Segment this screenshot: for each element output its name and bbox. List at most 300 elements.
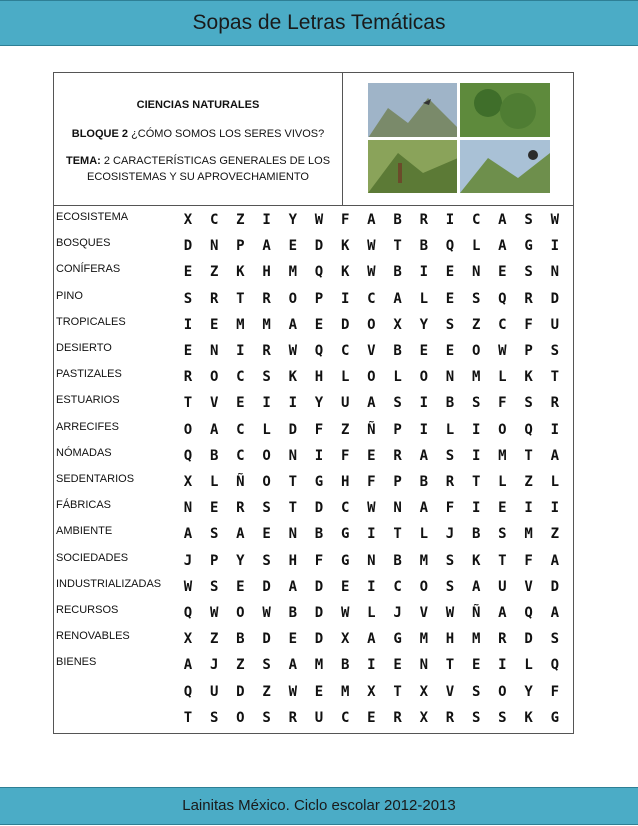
grid-letter[interactable]: Z [209, 264, 219, 281]
grid-letter[interactable]: D [314, 500, 324, 517]
grid-letter[interactable]: O [471, 343, 481, 359]
grid-letter[interactable]: I [419, 395, 429, 412]
grid-letter[interactable]: H [445, 631, 455, 648]
grid-letter[interactable]: A [209, 421, 219, 438]
grid-letter[interactable]: R [393, 447, 402, 464]
grid-letter[interactable]: I [550, 238, 560, 255]
grid-letter[interactable]: S [471, 683, 481, 700]
grid-letter[interactable]: N [445, 369, 455, 386]
grid-letter[interactable]: E [498, 500, 507, 517]
grid-letter[interactable]: K [340, 264, 350, 281]
grid-letter[interactable]: Z [236, 212, 245, 228]
grid-letter[interactable]: E [314, 683, 324, 700]
grid-letter[interactable]: C [236, 447, 245, 464]
grid-letter[interactable]: D [314, 631, 324, 648]
grid-letter[interactable]: W [262, 605, 271, 621]
grid-letter[interactable]: D [236, 683, 245, 700]
grid-letter[interactable]: M [471, 631, 481, 648]
grid-letter[interactable]: A [288, 316, 298, 333]
grid-letter[interactable]: W [340, 605, 350, 621]
grid-letter[interactable]: G [524, 238, 533, 255]
grid-letter[interactable]: S [262, 500, 271, 517]
grid-letter[interactable]: D [314, 605, 324, 621]
grid-letter[interactable]: R [445, 474, 455, 490]
grid-letter[interactable]: P [393, 474, 402, 490]
grid-letter[interactable]: I [498, 657, 507, 674]
grid-letter[interactable]: Q [445, 238, 455, 255]
grid-letter[interactable]: S [445, 316, 455, 333]
grid-letter[interactable]: C [471, 212, 481, 228]
grid-letter[interactable]: A [262, 238, 271, 255]
grid-letter[interactable]: S [524, 264, 533, 281]
grid-letter[interactable]: Z [209, 631, 219, 648]
grid-letter[interactable]: E [367, 709, 376, 726]
grid-letter[interactable]: Y [236, 552, 245, 569]
grid-letter[interactable]: W [550, 212, 560, 228]
grid-letter[interactable]: X [419, 683, 429, 700]
grid-letter[interactable]: F [314, 552, 324, 569]
grid-letter[interactable]: A [498, 212, 507, 228]
grid-letter[interactable]: U [550, 316, 560, 333]
grid-letter[interactable]: O [262, 474, 271, 490]
grid-letter[interactable]: N [288, 447, 298, 464]
grid-letter[interactable]: N [393, 500, 402, 517]
grid-letter[interactable]: D [262, 578, 271, 595]
grid-letter[interactable]: E [288, 238, 298, 255]
grid-letter[interactable]: E [419, 343, 429, 359]
grid-letter[interactable]: S [183, 290, 193, 307]
grid-letter[interactable]: A [288, 578, 298, 595]
grid-letter[interactable]: V [524, 578, 533, 595]
grid-letter[interactable]: A [550, 605, 560, 621]
grid-letter[interactable]: F [340, 447, 350, 464]
grid-letter[interactable]: E [393, 657, 402, 674]
grid-letter[interactable]: E [183, 264, 193, 281]
grid-letter[interactable]: E [471, 657, 481, 674]
grid-letter[interactable]: T [183, 395, 193, 412]
grid-letter[interactable]: E [445, 343, 455, 359]
grid-letter[interactable]: L [262, 421, 271, 438]
grid-letter[interactable]: O [183, 421, 193, 438]
grid-letter[interactable]: K [524, 709, 533, 726]
grid-letter[interactable]: A [367, 631, 376, 648]
grid-letter[interactable]: S [471, 395, 481, 412]
grid-letter[interactable]: Z [550, 526, 560, 543]
grid-letter[interactable]: Z [471, 316, 481, 333]
grid-letter[interactable]: V [367, 343, 376, 359]
grid-letter[interactable]: T [393, 526, 402, 543]
grid-letter[interactable]: Z [340, 421, 350, 438]
grid-letter[interactable]: B [236, 631, 245, 648]
grid-letter[interactable]: A [550, 552, 560, 569]
grid-letter[interactable]: Q [183, 683, 193, 700]
grid-letter[interactable]: N [550, 264, 560, 281]
grid-letter[interactable]: C [209, 212, 219, 228]
grid-letter[interactable]: V [209, 395, 219, 412]
grid-letter[interactable]: A [419, 500, 429, 517]
grid-letter[interactable]: A [471, 578, 481, 595]
grid-letter[interactable]: P [524, 343, 533, 359]
grid-letter[interactable]: B [393, 264, 402, 281]
grid-letter[interactable]: W [367, 500, 376, 517]
grid-letter[interactable]: T [471, 474, 481, 490]
grid-letter[interactable]: H [340, 474, 350, 490]
grid-letter[interactable]: R [498, 631, 507, 648]
grid-letter[interactable]: H [314, 369, 324, 386]
grid-letter[interactable]: I [471, 447, 481, 464]
grid-letter[interactable]: I [262, 212, 271, 228]
grid-letter[interactable]: W [209, 605, 219, 621]
grid-letter[interactable]: E [367, 447, 376, 464]
grid-letter[interactable]: R [183, 369, 193, 386]
grid-letter[interactable]: K [471, 552, 481, 569]
grid-letter[interactable]: D [340, 316, 350, 333]
grid-letter[interactable]: I [367, 578, 376, 595]
grid-letter[interactable]: A [288, 657, 298, 674]
grid-letter[interactable]: L [340, 369, 350, 386]
grid-letter[interactable]: E [314, 316, 324, 333]
grid-letter[interactable]: F [498, 395, 507, 412]
grid-letter[interactable]: L [498, 474, 507, 490]
grid-letter[interactable]: R [550, 395, 560, 412]
grid-letter[interactable]: N [288, 526, 298, 543]
grid-letter[interactable]: T [183, 709, 193, 726]
grid-letter[interactable]: I [183, 316, 193, 333]
grid-letter[interactable]: U [498, 578, 507, 595]
grid-letter[interactable]: C [340, 343, 350, 359]
grid-letter[interactable]: A [393, 290, 402, 307]
grid-letter[interactable]: S [550, 343, 560, 359]
grid-letter[interactable]: V [419, 605, 429, 621]
grid-letter[interactable]: X [183, 474, 193, 490]
grid-letter[interactable]: S [209, 526, 219, 543]
grid-letter[interactable]: B [393, 212, 402, 228]
grid-letter[interactable]: V [445, 683, 455, 700]
grid-letter[interactable]: C [367, 290, 376, 307]
grid-letter[interactable]: E [445, 264, 455, 281]
grid-letter[interactable]: C [340, 500, 350, 517]
grid-letter[interactable]: F [314, 421, 324, 438]
grid-letter[interactable]: S [445, 447, 455, 464]
grid-letter[interactable]: S [550, 631, 560, 648]
grid-letter[interactable]: S [445, 552, 455, 569]
grid-letter[interactable]: R [524, 290, 533, 307]
grid-letter[interactable]: P [209, 552, 219, 569]
grid-letter[interactable]: O [236, 709, 245, 726]
grid-letter[interactable]: J [393, 605, 402, 621]
grid-letter[interactable]: I [288, 395, 298, 412]
grid-letter[interactable]: Y [288, 212, 298, 228]
grid-letter[interactable]: O [367, 369, 376, 386]
grid-letter[interactable]: B [445, 395, 455, 412]
grid-letter[interactable]: R [393, 709, 402, 726]
grid-letter[interactable]: F [524, 316, 533, 333]
grid-letter[interactable]: Z [524, 474, 533, 490]
grid-letter[interactable]: A [236, 526, 245, 543]
grid-letter[interactable]: D [183, 238, 193, 255]
grid-letter[interactable]: A [183, 657, 193, 674]
grid-letter[interactable]: I [314, 447, 324, 464]
grid-letter[interactable]: N [209, 343, 219, 359]
grid-letter[interactable]: A [498, 238, 507, 255]
grid-letter[interactable]: L [419, 290, 429, 307]
grid-letter[interactable]: I [340, 290, 350, 307]
grid-letter[interactable]: I [445, 212, 455, 228]
grid-letter[interactable]: X [393, 316, 402, 333]
grid-letter[interactable]: E [236, 578, 245, 595]
grid-letter[interactable]: T [236, 290, 245, 307]
grid-letter[interactable]: D [524, 631, 533, 648]
grid-letter[interactable]: F [445, 500, 455, 517]
grid-letter[interactable]: Q [314, 343, 324, 359]
grid-letter[interactable]: H [288, 552, 298, 569]
grid-letter[interactable]: Q [183, 605, 193, 621]
grid-letter[interactable]: M [314, 657, 324, 674]
grid-letter[interactable]: F [340, 212, 350, 228]
grid-letter[interactable]: T [288, 500, 298, 517]
grid-letter[interactable]: P [236, 238, 245, 255]
grid-letter[interactable]: G [314, 474, 324, 490]
grid-letter[interactable]: L [209, 474, 219, 490]
grid-letter[interactable]: K [340, 238, 350, 255]
grid-letter[interactable]: G [340, 552, 350, 569]
grid-letter[interactable]: J [209, 657, 219, 674]
grid-letter[interactable]: D [550, 578, 560, 595]
grid-letter[interactable]: F [550, 683, 560, 700]
grid-letter[interactable]: I [471, 421, 481, 438]
grid-letter[interactable]: A [419, 447, 429, 464]
grid-letter[interactable]: U [314, 709, 324, 726]
grid-letter[interactable]: A [367, 395, 376, 412]
grid-letter[interactable]: B [209, 447, 219, 464]
grid-letter[interactable]: C [340, 709, 350, 726]
grid-letter[interactable]: T [288, 474, 298, 490]
grid-letter[interactable]: S [498, 526, 507, 543]
grid-letter[interactable]: P [314, 290, 324, 307]
grid-letter[interactable]: T [445, 657, 455, 674]
grid-letter[interactable]: W [367, 238, 376, 255]
grid-letter[interactable]: B [393, 552, 402, 569]
grid-letter[interactable]: O [498, 421, 507, 438]
grid-letter[interactable]: C [236, 421, 245, 438]
grid-letter[interactable]: J [183, 552, 193, 569]
grid-letter[interactable]: I [236, 343, 245, 359]
grid-letter[interactable]: D [314, 578, 324, 595]
grid-letter[interactable]: T [524, 447, 533, 464]
grid-letter[interactable]: T [393, 238, 402, 255]
grid-letter[interactable]: U [209, 683, 219, 700]
grid-letter[interactable]: N [183, 500, 193, 517]
grid-letter[interactable]: Q [550, 657, 560, 674]
grid-letter[interactable]: B [314, 526, 324, 543]
grid-letter[interactable]: E [498, 264, 507, 281]
grid-letter[interactable]: L [419, 526, 429, 543]
grid-letter[interactable]: S [524, 395, 533, 412]
grid-letter[interactable]: F [367, 474, 376, 490]
grid-letter[interactable]: M [419, 552, 429, 569]
grid-letter[interactable]: I [471, 500, 481, 517]
grid-letter[interactable]: M [262, 316, 271, 333]
grid-letter[interactable]: K [236, 264, 245, 281]
grid-letter[interactable]: X [367, 683, 376, 700]
grid-letter[interactable]: C [393, 578, 402, 595]
grid-letter[interactable]: E [183, 343, 193, 359]
grid-letter[interactable]: W [498, 343, 507, 359]
grid-letter[interactable]: E [340, 578, 350, 595]
grid-letter[interactable]: N [367, 552, 376, 569]
grid-letter[interactable]: P [393, 421, 402, 438]
grid-letter[interactable]: A [183, 526, 193, 543]
grid-letter[interactable]: S [498, 709, 507, 726]
grid-letter[interactable]: R [445, 709, 455, 726]
grid-letter[interactable]: T [393, 683, 402, 700]
grid-letter[interactable]: M [236, 316, 245, 333]
grid-letter[interactable]: I [550, 421, 560, 438]
grid-letter[interactable]: Ñ [367, 421, 376, 438]
grid-letter[interactable]: W [445, 605, 455, 621]
grid-letter[interactable]: B [288, 605, 298, 621]
grid-letter[interactable]: W [288, 683, 298, 700]
grid-letter[interactable]: M [471, 369, 481, 386]
grid-letter[interactable]: S [262, 552, 271, 569]
grid-letter[interactable]: B [471, 526, 481, 543]
grid-letter[interactable]: M [340, 683, 350, 700]
grid-letter[interactable]: O [419, 369, 429, 386]
grid-letter[interactable]: S [262, 709, 271, 726]
grid-letter[interactable]: Q [183, 447, 193, 464]
grid-letter[interactable]: R [236, 500, 245, 517]
grid-letter[interactable]: O [498, 683, 507, 700]
grid-letter[interactable]: O [288, 290, 298, 307]
grid-letter[interactable]: R [288, 709, 298, 726]
grid-letter[interactable]: S [393, 395, 402, 412]
grid-letter[interactable]: U [340, 395, 350, 412]
grid-letter[interactable]: Q [498, 290, 507, 307]
grid-letter[interactable]: S [471, 709, 481, 726]
grid-letter[interactable]: A [498, 605, 507, 621]
grid-letter[interactable]: K [524, 369, 533, 386]
grid-letter[interactable]: K [288, 369, 298, 386]
grid-letter[interactable]: I [262, 395, 271, 412]
grid-letter[interactable]: R [262, 343, 271, 359]
grid-letter[interactable]: N [471, 264, 481, 281]
grid-letter[interactable]: E [209, 500, 219, 517]
grid-letter[interactable]: L [445, 421, 455, 438]
grid-letter[interactable]: E [262, 526, 271, 543]
grid-letter[interactable]: E [236, 395, 245, 412]
grid-letter[interactable]: X [183, 212, 193, 228]
grid-letter[interactable]: M [498, 447, 507, 464]
grid-letter[interactable]: B [393, 343, 402, 359]
grid-letter[interactable]: Z [262, 683, 271, 700]
grid-letter[interactable]: J [445, 526, 455, 543]
grid-letter[interactable]: I [524, 500, 533, 517]
grid-letter[interactable]: Ñ [236, 474, 245, 490]
grid-letter[interactable]: O [236, 605, 245, 621]
grid-letter[interactable]: E [445, 290, 455, 307]
grid-letter[interactable]: Y [314, 395, 324, 412]
grid-letter[interactable]: O [209, 369, 219, 386]
grid-letter[interactable]: L [367, 605, 376, 621]
grid-letter[interactable]: B [419, 238, 429, 255]
grid-letter[interactable]: N [209, 238, 219, 255]
grid-letter[interactable]: R [262, 290, 271, 307]
grid-letter[interactable]: R [209, 290, 219, 307]
grid-letter[interactable]: I [367, 657, 376, 674]
grid-letter[interactable]: I [550, 500, 560, 517]
grid-letter[interactable]: S [445, 578, 455, 595]
grid-letter[interactable]: G [340, 526, 350, 543]
grid-letter[interactable]: Q [314, 264, 324, 281]
grid-letter[interactable]: X [183, 631, 193, 648]
grid-letter[interactable]: I [419, 264, 429, 281]
grid-letter[interactable]: T [550, 369, 560, 386]
grid-letter[interactable]: D [262, 631, 271, 648]
grid-letter[interactable]: Z [236, 657, 245, 674]
grid-letter[interactable]: M [419, 631, 429, 648]
grid-letter[interactable]: S [262, 369, 271, 386]
grid-letter[interactable]: W [288, 343, 298, 359]
grid-letter[interactable]: F [524, 552, 533, 569]
grid-letter[interactable]: W [183, 578, 193, 595]
grid-letter[interactable]: M [524, 526, 533, 543]
grid-letter[interactable]: Ñ [471, 605, 481, 621]
grid-letter[interactable]: L [550, 474, 560, 490]
grid-letter[interactable]: C [498, 316, 507, 333]
grid-letter[interactable]: G [550, 709, 560, 726]
grid-letter[interactable]: Y [419, 316, 429, 333]
grid-letter[interactable]: T [498, 552, 507, 569]
grid-letter[interactable]: Y [524, 683, 533, 700]
grid-letter[interactable]: X [340, 631, 350, 648]
grid-letter[interactable]: Q [524, 421, 533, 438]
grid-letter[interactable]: B [419, 474, 429, 490]
grid-letter[interactable]: L [524, 657, 533, 674]
grid-letter[interactable]: W [314, 212, 324, 228]
grid-letter[interactable]: L [393, 369, 402, 386]
grid-letter[interactable]: G [393, 631, 402, 648]
grid-letter[interactable]: S [209, 709, 219, 726]
grid-letter[interactable]: S [471, 290, 481, 307]
grid-letter[interactable]: X [419, 709, 429, 726]
grid-letter[interactable]: I [367, 526, 376, 543]
grid-letter[interactable]: D [288, 421, 298, 438]
grid-letter[interactable]: N [419, 657, 429, 674]
grid-letter[interactable]: D [550, 290, 560, 307]
grid-letter[interactable]: L [471, 238, 481, 255]
grid-letter[interactable]: A [550, 447, 560, 464]
grid-letter[interactable]: O [419, 578, 429, 595]
grid-letter[interactable]: R [419, 212, 429, 228]
grid-letter[interactable]: O [262, 447, 271, 464]
grid-letter[interactable]: S [524, 212, 533, 228]
grid-letter[interactable]: S [262, 657, 271, 674]
grid-letter[interactable]: E [209, 316, 219, 333]
grid-letter[interactable]: O [367, 316, 376, 333]
grid-letter[interactable]: C [236, 369, 245, 386]
grid-letter[interactable]: W [367, 264, 376, 281]
grid-letter[interactable]: E [288, 631, 298, 648]
grid-letter[interactable]: A [367, 212, 376, 228]
grid-letter[interactable]: I [419, 421, 429, 438]
grid-letter[interactable]: H [262, 264, 271, 281]
grid-letter[interactable]: B [340, 657, 350, 674]
grid-letter[interactable]: S [209, 578, 219, 595]
grid-letter[interactable]: Q [524, 605, 533, 621]
grid-letter[interactable]: M [288, 264, 298, 281]
grid-letter[interactable]: L [498, 369, 507, 386]
grid-letter[interactable]: D [314, 238, 324, 255]
